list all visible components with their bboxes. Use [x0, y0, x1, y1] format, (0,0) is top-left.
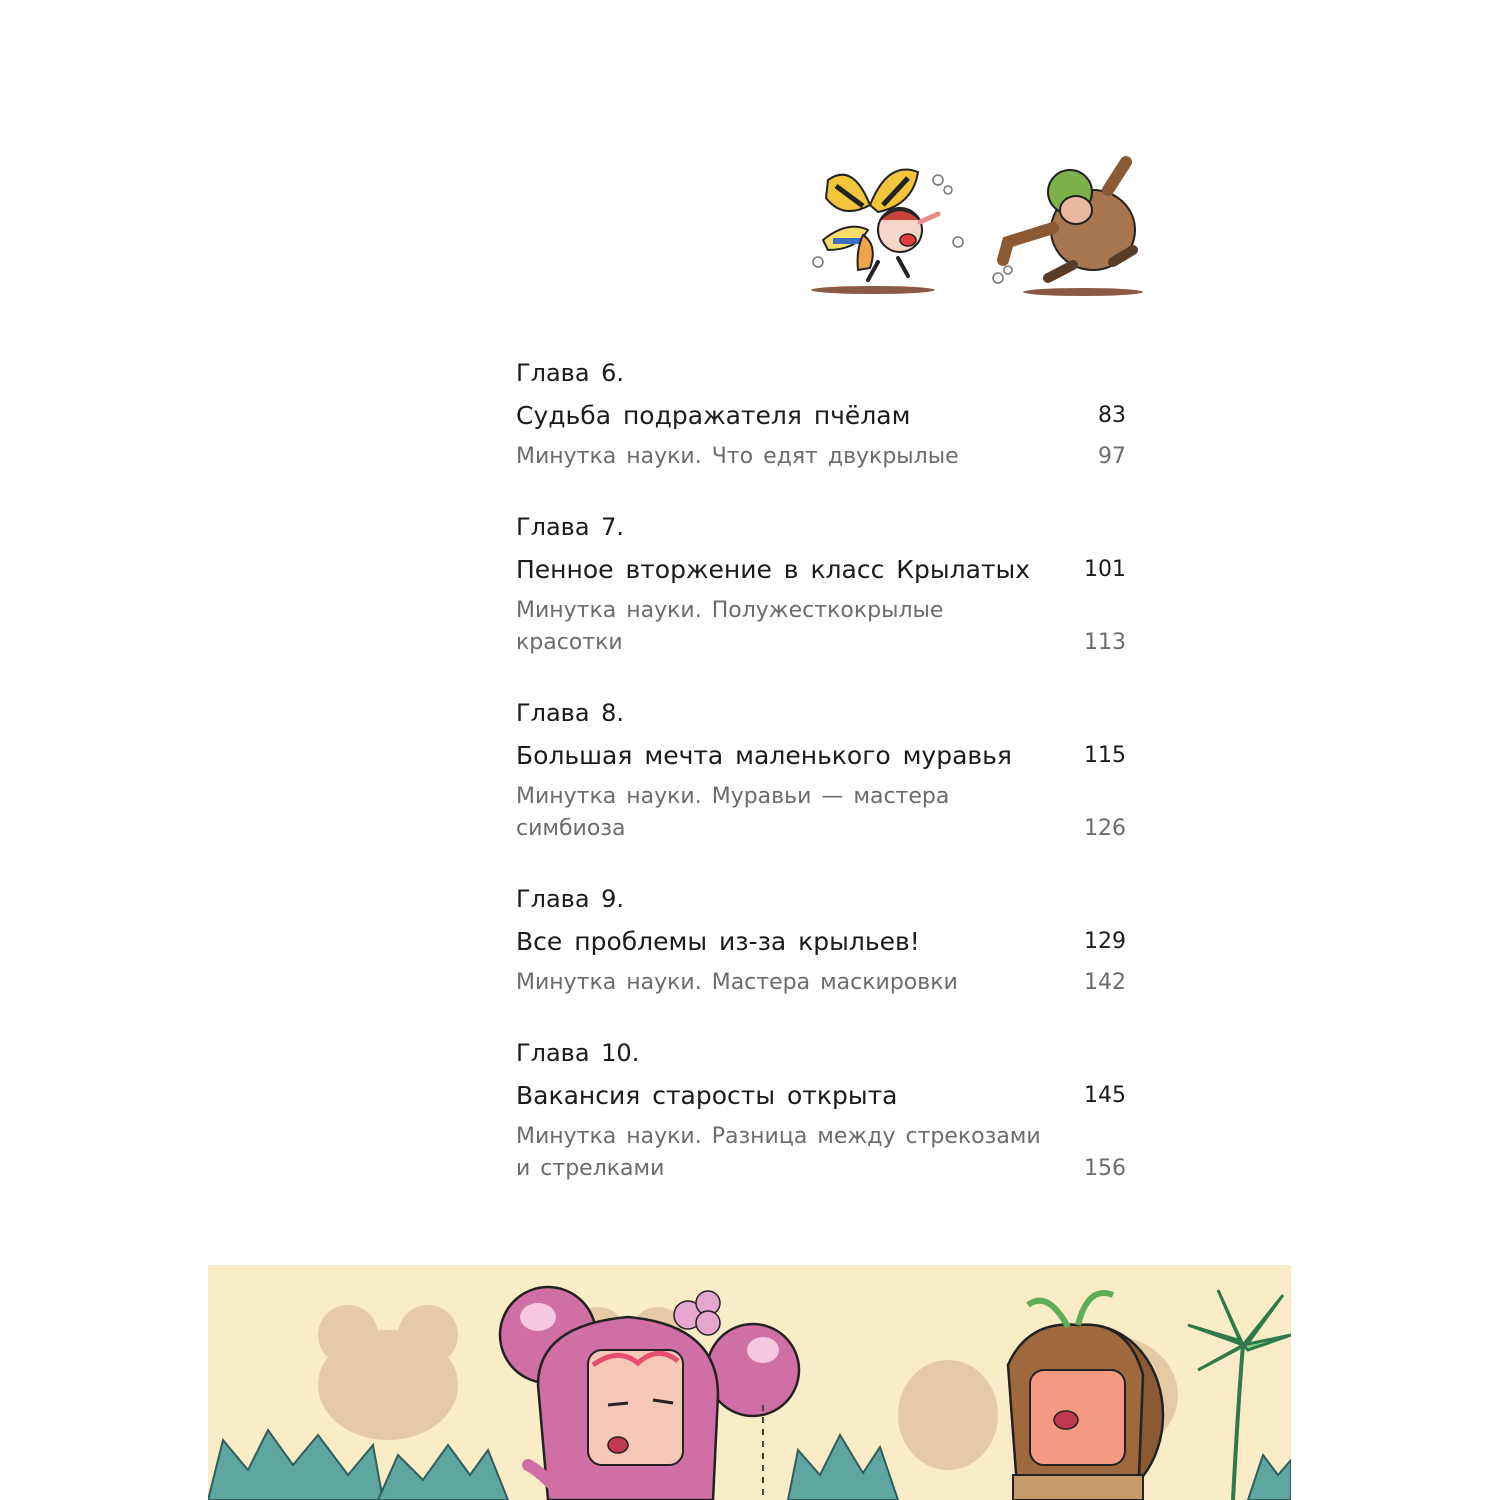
science-minute-page-number: 113 [1084, 630, 1126, 655]
science-minute-row[interactable] [516, 781, 1126, 845]
science-minute-page-number: 126 [1084, 816, 1126, 841]
chapter-number: Глава 7. [516, 513, 625, 541]
chapter-page-number: 129 [1084, 929, 1126, 954]
science-minute-title: Минутка науки. Что едят двукрылые [516, 444, 959, 469]
chapter-number: Глава 8. [516, 699, 625, 727]
science-minute-row[interactable] [516, 1121, 1126, 1185]
science-minute-page-number: 156 [1084, 1156, 1126, 1181]
toc-chapter [516, 878, 1126, 999]
chapter-title-row[interactable] [516, 1075, 1126, 1117]
chapter-number: Глава 6. [516, 359, 625, 387]
science-minute-title: Минутка науки. Мастера маскировки [516, 970, 958, 995]
chapter-title: Все проблемы из-за крыльев! [516, 927, 920, 956]
chapter-page-number: 83 [1098, 403, 1126, 428]
chapter-number: Глава 9. [516, 885, 625, 913]
beetle-character-icon [1003, 162, 1135, 278]
toc-chapter [516, 692, 1126, 845]
chapter-title-row[interactable] [516, 921, 1126, 963]
science-minute-row[interactable] [516, 967, 1126, 999]
science-minute-title: Минутка науки. Муравьи — мастера симбиоза [516, 784, 950, 841]
science-minute-page-number: 142 [1084, 970, 1126, 995]
chapter-title: Пенное вторжение в класс Крылатых [516, 555, 1031, 584]
science-minute-title: Минутка науки. Разница между стрекозами и стрелками [516, 1124, 1041, 1181]
chapter-title-row[interactable] [516, 395, 1126, 437]
chapter-title-row[interactable] [516, 735, 1126, 777]
chapter-number: Глава 10. [516, 1039, 640, 1067]
bottom-banner-illustration [208, 1265, 1291, 1500]
toc-chapter [516, 352, 1126, 473]
chapter-title: Судьба подражателя пчёлам [516, 401, 911, 430]
science-minute-page-number: 97 [1098, 444, 1126, 469]
chapter-page-number: 101 [1084, 557, 1126, 582]
chapter-page-number: 145 [1084, 1083, 1126, 1108]
chapter-title-row[interactable] [516, 549, 1126, 591]
science-minute-title: Минутка науки. Полужесткокрылые красотки [516, 598, 944, 655]
top-illustration [808, 150, 1148, 302]
chapter-title: Большая мечта маленького муравья [516, 741, 1012, 770]
science-minute-row[interactable] [516, 441, 1126, 473]
toc-chapter [516, 1032, 1126, 1185]
chapter-title: Вакансия старосты открыта [516, 1081, 898, 1110]
chapter-page-number: 115 [1084, 743, 1126, 768]
science-minute-row[interactable] [516, 595, 1126, 659]
butterfly-character-icon [823, 169, 938, 280]
toc-chapter [516, 506, 1126, 659]
table-of-contents [516, 352, 1126, 1218]
